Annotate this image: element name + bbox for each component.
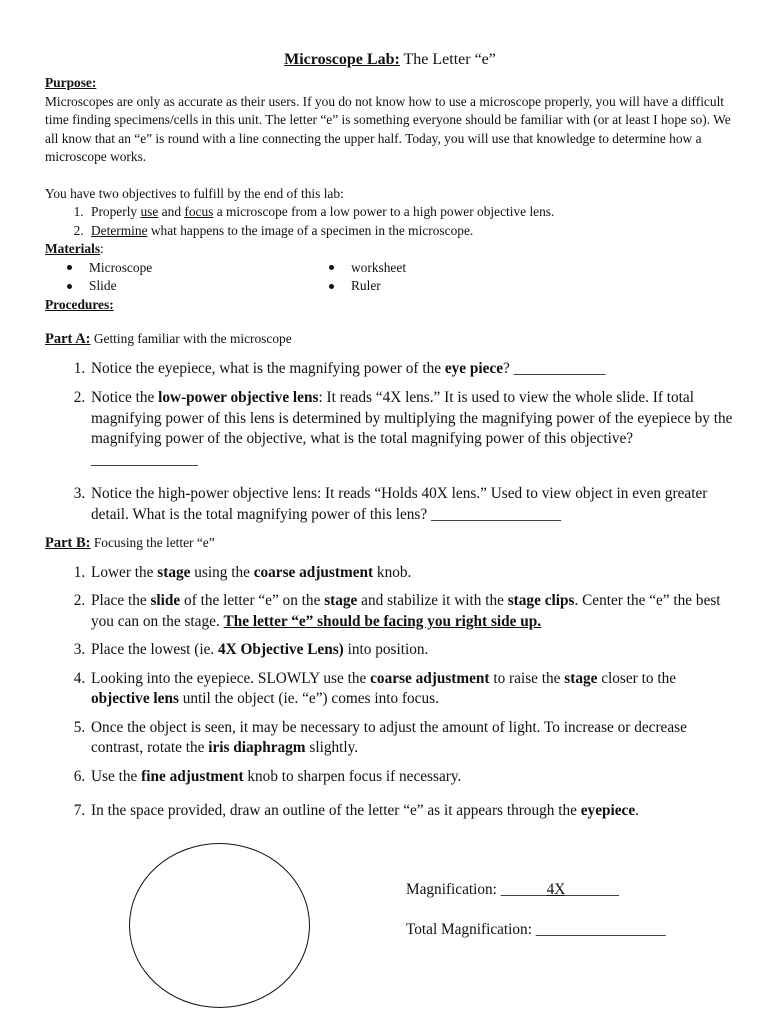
question-item [89,388,735,470]
procedures-heading: Procedures: [45,296,114,312]
step-text: Once the object is seen, it may be necessary to adjust the amount of light. To increase or decrease contrast, rotate the [91,718,687,756]
material-label: worksheet [351,259,407,275]
total-magnification-blank[interactable]: _________________ [535,921,666,938]
material-item [67,259,329,278]
material-label: Ruler [351,278,381,293]
objective-item [87,203,735,222]
step-bold-underlined: The letter “e” should be facing you right side up. [223,612,542,630]
part-a-label: Part A: [45,331,91,347]
step-bold: stage [157,563,191,581]
step-text: . [635,802,639,819]
step-text: knob to sharpen focus if necessary. [243,767,462,785]
objective-text: and [158,204,185,219]
page-title [45,50,735,70]
step-text: Place the lowest (ie. [91,641,219,658]
material-label: Microscope [89,259,153,275]
objective-underlined: Determine [91,222,148,238]
objective-underlined: use [140,204,159,219]
step-item [89,563,735,584]
total-magnification-label: Total Magnification: [406,921,536,938]
bullet-icon [67,265,72,270]
step-text: into position. [343,641,429,658]
step-text: to raise the [489,669,565,687]
step-item [89,669,735,710]
question-item [89,359,735,380]
step-text: knob. [373,563,412,581]
bullet-icon [329,284,334,289]
objective-text: Properly [91,204,141,219]
step-item [89,591,735,632]
question-text: Notice the eyepiece, what is the magnifying power of the [91,359,445,377]
question-bold: low-power objective lens [158,389,319,406]
part-b-label: Part B: [45,535,91,551]
step-text: Lower the [91,563,158,581]
objective-underlined: focus [184,204,214,219]
title-rest: The Letter “e” [399,51,496,68]
materials-colon: : [100,241,104,256]
step-bold: coarse adjustment [253,563,374,581]
step-bold: iris diaphragm [208,739,306,756]
part-a-questions [45,359,735,526]
part-a-heading [45,330,735,349]
materials-list [45,259,735,296]
step-text: In the space provided, draw an outline of the letter “e” as it appears through the [91,802,581,819]
objective-item [87,222,735,241]
part-a-title: Getting familiar with the microscope [90,331,292,346]
step-text: slightly. [305,739,359,756]
step-bold: eyepiece [580,802,636,819]
step-bold: stage clips [507,592,575,609]
step-bold: fine adjustment [141,767,244,785]
part-b-heading [45,534,735,553]
step-text: of the letter “e” on the [180,592,325,609]
magnification-line [406,880,619,900]
title-strong: Microscope Lab: [284,51,400,68]
step-bold: coarse adjustment [370,669,490,687]
bullet-icon [329,265,334,270]
objectives-list [45,203,735,240]
question-text: Notice the [91,389,159,406]
part-b-title: Focusing the letter “e” [90,535,215,550]
question-item: 3. Notice the high-power objective lens: It reads “Holds 40X lens.” Used to view object in even greater detail. What is the total magnifying power of this lens? _________________ [89,484,735,525]
magnification-value[interactable]: 4X [546,881,566,898]
part-b-steps [45,563,735,822]
material-item [329,277,529,296]
step-bold: stage [564,669,598,687]
magnification-label: Magnification: [406,881,501,898]
step-bold: 4X Objective Lens) [218,641,344,658]
material-label: Slide [89,278,117,293]
question-bold: eye piece [444,359,504,377]
magnification-blank: ______ [500,881,547,898]
bullet-icon [67,284,72,289]
step-bold: objective lens [91,690,179,707]
step-bold: slide [150,592,181,609]
objective-text: what happens to the image of a specimen in the microscope. [147,222,474,238]
step-item [89,767,735,788]
worksheet-page [45,50,735,830]
materials-heading [45,240,735,259]
purpose-text: Microscopes are only as accurate as their users. If you do not know how to use a microscope properly, you will have a difficult time finding specimens/cells in this unit. The letter “e” is something everyone should be familiar with (or at least I hope so). We all know that an “e” is round with a line connecting the upper half. Today, you will use that knowledge to determine how a microscope works. [45,93,731,164]
question-text: ? ____________ [503,359,606,377]
purpose-heading: Purpose: [45,75,97,90]
question-text: : It reads “4X lens.” It is used to view the whole slide. If total magnifying power of this lens is determined by multiplying the magnifying power of the eyepiece by the magnifying power of the objective, what is the total magnifying power of this objective? ______________ [91,389,733,468]
step-bold: stage [324,592,358,609]
step-text: Place the [91,592,151,609]
materials-heading-text: Materials [45,241,101,256]
step-text: using the [190,563,254,581]
material-item [67,277,329,296]
material-item [329,259,529,278]
step-item [89,718,735,759]
step-text: Looking into the eyepiece. SLOWLY use the [91,669,371,687]
step-text: Use the [91,767,142,785]
drawing-circle[interactable] [129,843,310,1008]
step-item [89,640,735,661]
step-text: closer to the [597,669,677,687]
step-item [89,801,735,822]
step-text: until the object (ie. “e”) comes into focus. [178,690,439,707]
total-magnification-line [406,920,666,940]
step-text: and stabilize it with the [357,592,508,609]
magnification-blank: _______ [565,881,619,898]
step-text: . Center the “e” the best you can on the stage. [91,592,721,630]
objectives-intro: You have two objectives to fulfill by the end of this lab: [45,185,344,201]
objective-text: a microscope from a low power to a high power objective lens. [213,204,555,219]
